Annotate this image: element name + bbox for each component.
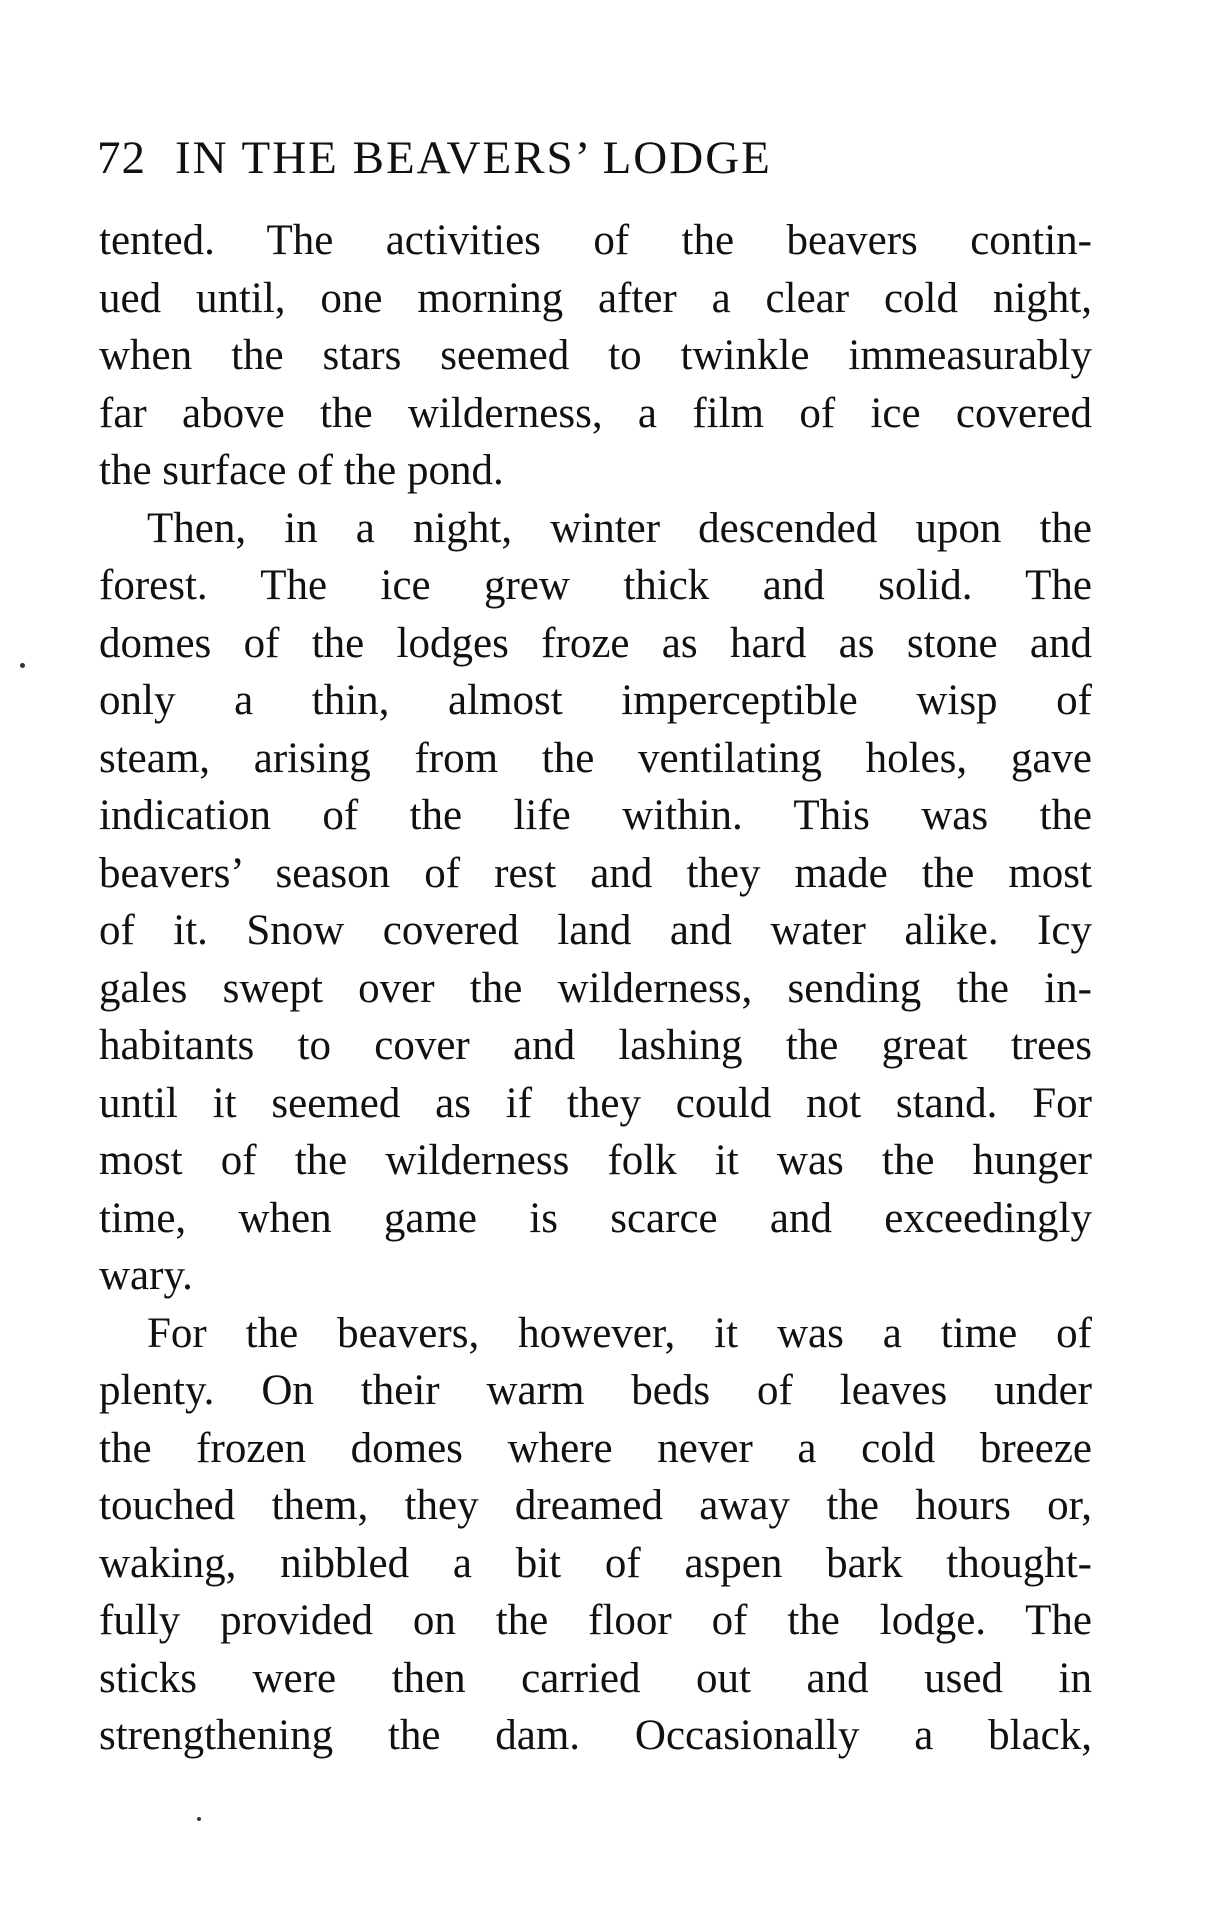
- text-line: domes of the lodges froze as hard as stone and: [99, 619, 1092, 667]
- text-line: sticks were then carried out and used in: [99, 1654, 1092, 1702]
- page-number: 72: [97, 132, 146, 184]
- text-line: habitants to cover and lashing the great trees: [99, 1022, 1092, 1069]
- text-line: touched them, they dreamed away the hours or,: [99, 1482, 1092, 1529]
- text-line: wary.: [99, 1252, 193, 1299]
- text-line: most of the wilderness folk it was the hunger: [99, 1137, 1092, 1184]
- text-line: steam, arising from the ventilating holes, gave: [99, 734, 1092, 782]
- text-line: beavers’ season of rest and they made the most: [99, 849, 1092, 897]
- text-line: ued until, one morning after a clear cold night,: [99, 274, 1092, 322]
- running-title: IN THE BEAVERS’ LODGE: [175, 132, 772, 184]
- running-head: [97, 128, 1097, 188]
- text-line: waking, nibbled a bit of aspen bark thought-: [99, 1539, 1092, 1587]
- text-line: the surface of the pond.: [99, 447, 504, 494]
- text-line: indication of the life within. This was the: [99, 792, 1092, 839]
- text-line: For the beavers, however, it was a time of: [147, 1309, 1092, 1357]
- margin-speck: [197, 1817, 201, 1821]
- text-line: fully provided on the floor of the lodge. The: [99, 1597, 1092, 1644]
- text-line: until it seemed as if they could not stand. For: [99, 1079, 1092, 1127]
- text-line: plenty. On their warm beds of leaves under: [99, 1367, 1092, 1414]
- text-line: of it. Snow covered land and water alike. Icy: [99, 907, 1092, 954]
- text-line: forest. The ice grew thick and solid. The: [99, 562, 1092, 609]
- body-text: [99, 212, 1092, 1765]
- text-line: tented. The activities of the beavers contin-: [99, 217, 1092, 264]
- text-line: gales swept over the wilderness, sending the in-: [99, 964, 1092, 1012]
- margin-speck: [20, 663, 25, 668]
- text-line: when the stars seemed to twinkle immeasurably: [99, 332, 1092, 379]
- text-line: Then, in a night, winter descended upon the: [147, 504, 1092, 552]
- text-line: far above the wilderness, a film of ice covered: [99, 389, 1092, 437]
- text-line: the frozen domes where never a cold breeze: [99, 1424, 1092, 1472]
- text-line: time, when game is scarce and exceedingly: [99, 1194, 1092, 1242]
- text-line: strengthening the dam. Occasionally a black,: [99, 1712, 1092, 1759]
- text-line: only a thin, almost imperceptible wisp of: [99, 677, 1092, 724]
